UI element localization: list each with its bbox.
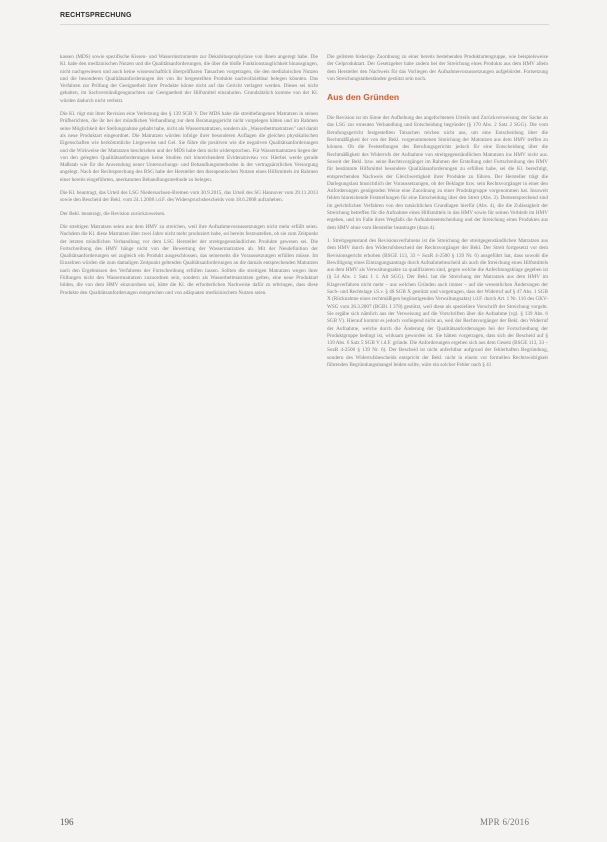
journal-reference: MPR 6/2016 xyxy=(480,817,530,827)
paragraph: Der Bekl. beantragt, die Revision zurückzuweisen. xyxy=(60,210,166,217)
paragraph: kassen (MDS) sowie spezifische Kissen- und Wasserinstrumente zur Dekubitusprophylaxe von ihnen angeregt habe. Die Kl. habe den medizinischen Nutzen und die Qualitätsanforderungen, die über die bloße Funktionstauglichkeit hinausgingen, nicht nachgewiesen und auch keine wissenschaftlich überprüfbaren Tatsachen vorgetragen, die den medizinischen Nutzen und die besonderen Qualitätsanforderungen der von ihr hergestellten Produkte nachvollziehbar belegen könnten. Das Verfahren zur Prüfung der Geeignetheit ihrer Produkte könne nicht auf das Gericht verlagert werden. Dieses sei nicht gehalten, im Sachverständigengutachten zur Geeignetheit der Hilfsmittel einzuholen. Grundsätzlich komme von der Kl. würden dadurch nicht verletzt. xyxy=(60,54,318,104)
right-column xyxy=(327,54,548,375)
section-heading: Aus den Gründen xyxy=(327,92,400,103)
paragraph: Die Kl. rügt mit ihrer Revision eine Verletzung des § 139 SGB V. Der MDS habe die streitbefangenen Matratzen in seinen Prüfberichten, die ihr bei der mündlichen Verhandlung zur dem Beratungsgericht nicht vorgelegen hätten und im Rahmen seine Möglichkeit der Stellungnahme gehabt habe, nicht als Wassermatratzen, sondern als „Wasserbettmatratzen" und damit als neue Produktart eingeordnet. Die Matratzen würden infolge ihrer besonderen Auflagen die gleichen physikalischen Eigenschaften wie herkömmliche Liegeweise und Gel. Sie führe die positiven wie die negativen Qualitätsanforderungen und die Wirkweise der Matratzen beschrieben und der MDS habe dem nicht widersprochen. Für Wassermatratzen liegen der von den gelegten Qualitätsanforderungen keine Studien mit hinreichendem Evidenzniveau vor. Hierbei werde gerade Maßstab wie für die Anwendung neuer Untersuchungs- und Behandlungsmethoden in der vertragsärztlichen Versorgung angelegt. Nach der Rechtsprechung des BSG habe der Hersteller den therapeutischen Nutzen eines Hilfsmittels im Rahmen einer bereits eingeführten, anerkannten Behandlungsmethode zu belegen. xyxy=(60,111,318,183)
paragraph: Die streitigen Matratzen seien aus dem HMV zu streichen, weil ihre Aufnahmevoraussetzungen nicht mehr erfüllt seien. Nachdem die Kl. diese Matratzen über zwei Jahre nicht mehr produziert habe, sei bereits festzustellen, ob sie zum Zeitpunkt der letzten mündlichen Verhandlung vor dem LSG Hersteller der streitgegenständlichen Produkte gewesen sei. Die Fortschreibung des HMV hänge nicht von der Bewertung der Wassermatratzen ab. Mit der Neudefinition der Qualitätsanforderungen sei zugleich ein Produkt ausgeschlossen, das seinerseits die Voraussetzungen erfüllen müsse. Im Einzelnen würden die zum damaligen Zeitpunkt geltenden Qualitätsanforderungen an die damals entsprechenden Matratzen nach den Ergebnissen des Verfahrens der Fortschreibung erfüllen lassen. Sollten die streitigen Matratzen wegen ihrer Füllungen nicht den Wassermatratzen zuzuordnen sein, sondern als Wasserbettmatratzen gelten, eine neue Produktart bilden, die von dem HMV einzuordnen sei, hätte die Kl. die erforderlichen Nachweise dafür zu erbringen, dass diese Produkte den Qualitätsanforderungen entsprechen und von adäquaten medizinischem Nutzen seien. xyxy=(60,223,318,296)
paragraph: Die gelistete bisherige Zuordnung zu einer bereits bestehenden Produktartengruppe, wie beispielsweise der Gelproduktart. Der Gesetzgeber habe zudem bei der Streichung eines Produkts aus dem HMV allein dem Hersteller den Nachweis für das Vorliegen der Aufnahmevoraussetzungen aufgebürdet. Fortsetzung von Streichungstatbeständen gestützt sein noch. xyxy=(327,54,548,82)
paragraph: Die Kl. beantragt, das Urteil des LSG Niedersachsen-Bremen vom 30.9.2015, das Urteil des SG Hannover vom 29.11.2013 sowie den Bescheid der Bekl. vom 24.1.2008 i.d.F. des Widerspruchsbescheids vom 18.6.2008 aufzuheben. xyxy=(60,190,318,204)
page-number: 196 xyxy=(60,817,74,827)
paragraph: 1. Streitgegenstand des Revisionsverfahrens ist die Streichung der streitgegenständlichen Matratzen aus dem HMV durch den Widerrufsbescheid der Rechtsvorgänger der Bekl. Der Streit fortgesetzt vor dem Revisionsgericht erhoben (BSGE 113, 33 = SozR 4-2500 § 139 Nr. 6) ausgeführt hat, dass sowohl die Bewilligung eines Eintragungsantrags durch Aufnahmebescheid als auch die Streichung eines Hilfsmittels aus dem HMV als Verwaltungsakte zu qualifizieren sind, gegen welche die Anfechtungsklage gegeben ist (§ 54 Abs. 1 Satz 1 1. Alt SGG). Der Bekl. hat die Streichung der Matratzen aus dem HMV im Klageverfahren nicht mehr – aus welchen Gründen auch immer – auf die wesentlichen Änderungen der Sach- und Rechtslage i.S.v. § 48 SGB X gestützt und vorgetragen, dass der Widerruf auf § 47 Abs. 1 SGB X (Rücknahme eines rechtmäßigen begünstigenden Verwaltungsakts) i.d.F. durch Art. 1 Nr. 116 des GKV-WSG vom 26.3.2007 (BGBl. I 378) gestützt, weil diese als speziellere Vorschrift der Streichung vorgeht. Sie ergäbe sich nämlich aus der Verweisung auf die Vorschriften über die Aufnahme (vgl. § 139 Abs. 6 SGB V). Hierauf kommt es jedoch vorliegend nicht an, weil der Rechtsvorgänger der Bekl. den Widerruf der Aufnahme, welche durch die Änderung der Qualitätsanforderungen bei der Fortschreibung der Produktgruppe bedingt ist, wirksam geworden ist. Sie hätten vorgetragen, dass sich der Bescheid auf § 139 Abs. 6 Satz 5 SGB V i.d.F. gründe. Die Anforderungen ergeben sich aus dem Gesetz (BSGE 113, 33 – SozR 4-2500 § 139 Nr. 6). Der Bescheid ist nicht anfechtbar aufgrund der fehlerhaften Begründung, sondern des Widerrufsbescheids entspricht der Bekl. nicht in einem vor formellen Rechtswidrigkeit führenden Begründungsmangel leiden sollte, wäre ein solcher Fehler nach § 41 xyxy=(327,237,548,368)
header-rule xyxy=(60,24,549,25)
left-column xyxy=(60,54,318,303)
section-label: RECHTSPRECHUNG xyxy=(60,12,132,19)
paragraph: Die Revision ist im Sinne der Aufhebung des angefochtenen Urteils und Zurückverweisung der Sache an das LSG zur erneuten Verhandlung und Entscheidung begründet (§ 170 Abs. 2 Satz 2 SGG). Die vom Berufungsgericht festgestellten Tatsachen reichen nicht aus, um eine Entscheidung über die Rechtmäßigkeit der von der Bekl. vorgenommenen Streichung der Matratzen aus dem HMV treffen zu können. Ob die Feststellungen des Berufungsgerichts jedoch für eine Entscheidung über die Rechtmäßigkeit des Widerrufs der Aufnahme von streitgegenständlichen Matratzen ins HMV nicht aus. Soweit der Bekl. bzw. seine Rechtsvorgänger im Rahmen der Erstellung oder Fortschreibung des HMV für bestimmte Hilfsmittel besondere Qualitätsanforderungen zu erfüllen habe, sei die Kl. berechtigt, entsprechenden Nachweis der Gleichwertigkeit ihrer Produkte zu führen. Der Hersteller trägt die Darlegungslast hinsichtlich der Voraussetzungen, ob der Beklagte bzw. sein Rechtsvorgänger in einer den Anforderungen genügenden Weise eine Zuordnung zu einer Produktgruppe vorgenommen hat. Insoweit fehlen hinreichende Feststellungen für eine Entscheidung über den Streit (Abs. 3). Dementsprechend sind im gerichtlichen Verfahren von den tatsächlichen Grundlagen hierfür (Abs. 4), die die Zulässigkeit der Streichung betreffen für die Aufnahme eines Hilfsmittels in das HMV sowie für seinen Verbleib im HMV ergeben, und im Falle ihres Wegfalls die Aufnahmeentscheidung und der Streichung eines Produktes aus dem HMV ohne vom Hersteller beantragte (dazu 4). xyxy=(327,115,548,231)
